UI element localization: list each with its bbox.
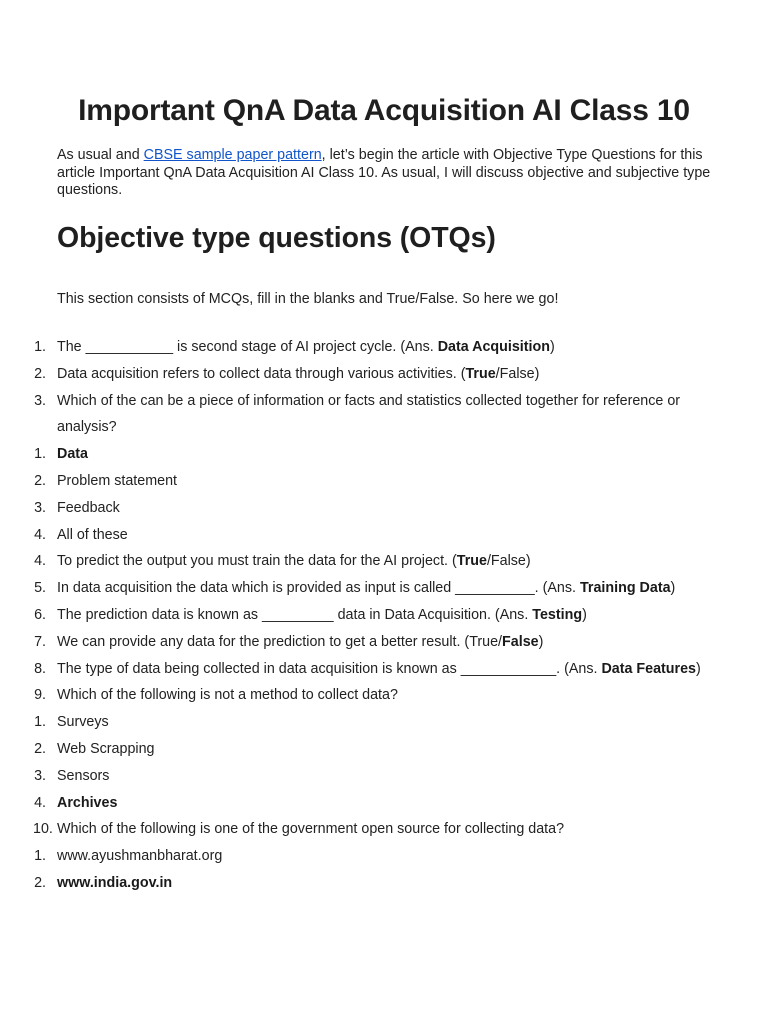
intro-text-start: As usual and	[57, 147, 144, 163]
answer-text: Data	[57, 446, 88, 463]
answer-text: www.india.gov.in	[57, 874, 173, 891]
list-number: 3.	[34, 767, 46, 784]
option-text: Problem statement	[57, 472, 177, 489]
list-number: 4.	[34, 553, 46, 570]
list-number: 2.	[34, 740, 46, 757]
page-title: Important QnA Data Acquisition AI Class 10	[78, 94, 690, 127]
question-text: We can provide any data for the prediction to get a better result. (True/	[57, 633, 503, 650]
list-item-q3-option-1	[0, 441, 707, 468]
list-item-q10-option-1	[0, 843, 707, 870]
section-intro-text: This section consists of MCQs, fill in the blanks and True/False. So here we go!	[57, 291, 559, 307]
answer-text: True	[456, 553, 487, 570]
list-item-q9-option-1	[0, 709, 707, 736]
question-text-end: )	[582, 606, 587, 623]
question-text-end: )	[696, 660, 701, 677]
question-text: Data acquisition refers to collect data through various activities. (	[57, 365, 466, 382]
answer-text: Testing	[532, 606, 583, 623]
list-item-q6	[0, 602, 707, 629]
list-item-q1	[0, 334, 707, 361]
list-number: 4.	[34, 526, 46, 543]
question-text-end: /False)	[495, 365, 540, 382]
option-text: Web Scrapping	[57, 740, 155, 757]
answer-text: False	[502, 633, 539, 650]
question-text: In data acquisition the data which is provided as input is called __________. (Ans.	[57, 580, 580, 597]
question-text: Which of the can be a piece of information or facts and statistics collected together for reference or analysis?	[57, 392, 681, 436]
option-text: All of these	[57, 526, 128, 543]
list-number: 1.	[34, 446, 46, 463]
question-text-end: /False)	[486, 553, 531, 570]
list-number: 3.	[34, 392, 46, 409]
list-number: 3.	[34, 499, 46, 516]
question-text: Which of the following is not a method to collect data?	[57, 687, 398, 704]
intro-paragraph	[57, 147, 722, 200]
option-text: Surveys	[57, 714, 109, 731]
list-item-q3	[0, 388, 707, 442]
answer-text: True	[465, 365, 496, 382]
question-text-end: )	[549, 339, 555, 355]
list-number: 6.	[34, 606, 46, 623]
answer-text: Training Data	[579, 580, 671, 597]
list-number: 4.	[34, 794, 46, 811]
question-text: The ___________ is second stage of AI project cycle. (Ans.	[57, 339, 438, 355]
list-item-q3-option-4	[0, 522, 707, 549]
list-item-q9-option-3	[0, 763, 707, 790]
cbse-sample-paper-link[interactable]: CBSE sample paper pattern	[143, 147, 322, 163]
list-number: 1.	[34, 339, 46, 355]
question-text: To predict the output you must train the data for the AI project. (	[57, 553, 457, 570]
question-text: The prediction data is known as _________ data in Data Acquisition. (Ans.	[57, 606, 533, 623]
list-item-q10	[0, 816, 707, 843]
list-item-q10-option-2	[0, 870, 707, 897]
answer-text: Data Features	[601, 660, 697, 677]
list-number: 1.	[34, 714, 46, 731]
list-number: 7.	[34, 633, 46, 650]
list-item-q2	[0, 361, 707, 388]
intro-text-end: , let’s begin the article with Objective Type Questions for this article Important QnA Data Acquisition AI Class 10. As usual, I will discuss objective and subjective type questions.	[57, 147, 711, 199]
option-text: www.ayushmanbharat.org	[57, 848, 223, 865]
list-item-q3-option-3	[0, 495, 707, 522]
list-item-q9	[0, 682, 707, 709]
list-number: 2.	[34, 472, 46, 489]
list-item-q7	[0, 629, 707, 656]
option-text: Feedback	[57, 499, 120, 516]
list-item-q9-option-4	[0, 790, 707, 817]
question-text: Which of the following is one of the government open source for collecting data?	[57, 821, 565, 838]
list-item-q5	[0, 575, 707, 602]
question-text: The type of data being collected in data acquisition is known as ____________. (Ans.	[57, 660, 602, 677]
question-list	[0, 334, 768, 897]
list-item-q9-option-2	[0, 736, 707, 763]
list-item-q4	[0, 548, 707, 575]
list-number: 1.	[34, 848, 46, 865]
list-number: 5.	[34, 580, 46, 597]
answer-text: Data Acquisition	[437, 339, 550, 355]
list-number: 2.	[34, 874, 46, 891]
question-text-end: )	[538, 633, 544, 650]
section-heading: Objective type questions (OTQs)	[57, 222, 496, 254]
answer-text: Archives	[57, 794, 118, 811]
list-number: 9.	[34, 687, 46, 704]
list-item-q3-option-2	[0, 468, 707, 495]
list-number: 8.	[34, 660, 46, 677]
list-number: 2.	[34, 365, 46, 382]
option-text: Sensors	[57, 767, 110, 784]
list-number: 10.	[33, 821, 53, 838]
question-text-end: )	[670, 580, 676, 597]
list-item-q8	[0, 656, 707, 683]
